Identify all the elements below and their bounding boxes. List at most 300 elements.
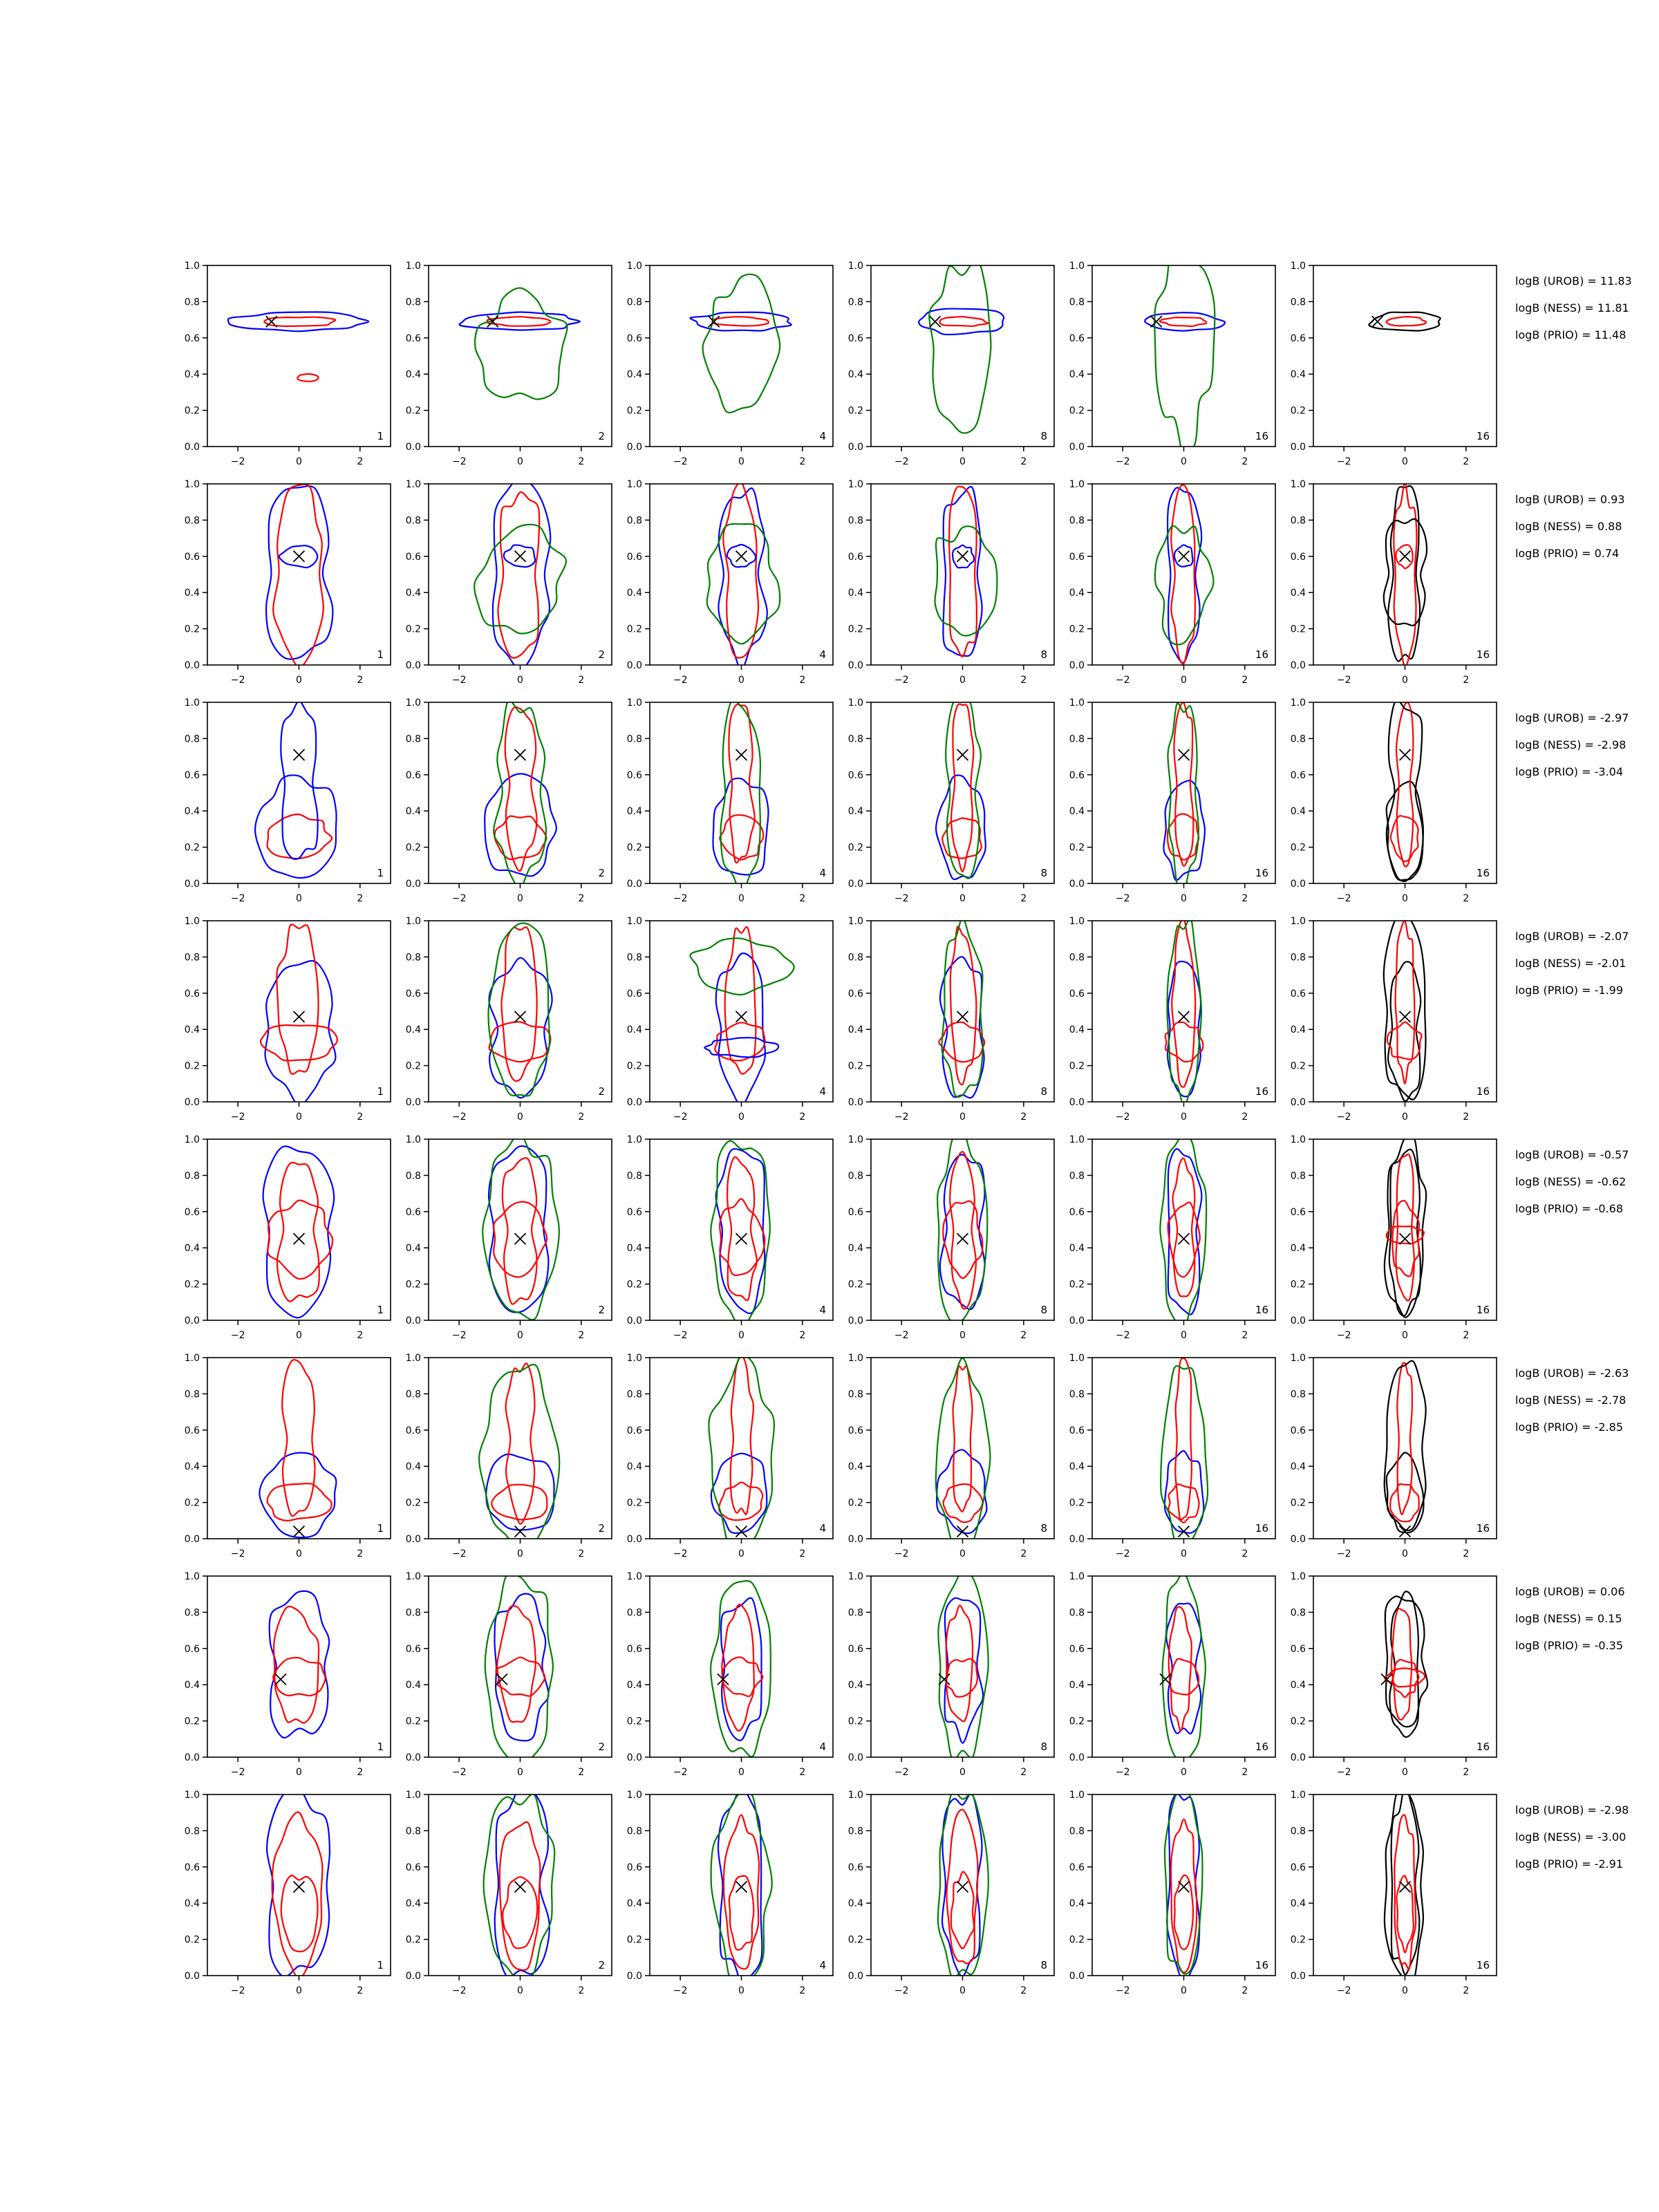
panel-label: 1 — [377, 1085, 384, 1098]
x-tick-label: 0 — [738, 893, 744, 904]
x-marker — [294, 749, 305, 760]
y-tick-label: 0.6 — [405, 988, 421, 1000]
axes-frame — [1313, 1139, 1497, 1320]
x-marker — [1400, 749, 1411, 760]
panel-label: 4 — [819, 430, 826, 442]
y-tick-label: 0.0 — [847, 1752, 863, 1763]
y-tick-label: 0.2 — [1290, 624, 1306, 635]
y-tick-label: 0.6 — [1069, 1643, 1085, 1655]
y-tick-label: 0.6 — [626, 1643, 642, 1655]
contour-red — [277, 1163, 319, 1302]
y-tick-label: 0.4 — [1290, 1461, 1306, 1473]
axes-frame — [1313, 484, 1497, 665]
y-tick-label: 1.0 — [184, 261, 200, 272]
panel-label: 16 — [1255, 430, 1268, 442]
panel-label: 2 — [598, 1959, 605, 1971]
y-tick-label: 0.2 — [184, 1716, 200, 1727]
x-tick-label: 2 — [357, 893, 364, 904]
x-tick-label: 0 — [959, 1548, 966, 1559]
x-tick-label: 2 — [357, 1112, 364, 1123]
x-tick-label: 0 — [517, 1330, 523, 1341]
y-tick-label: 0.4 — [626, 1243, 642, 1255]
contour-red — [729, 704, 754, 863]
axes-frame — [1313, 1794, 1497, 1976]
contour-red — [495, 816, 547, 860]
x-marker — [1400, 551, 1411, 562]
y-tick-label: 0.2 — [405, 1279, 421, 1291]
x-marker — [1179, 1233, 1190, 1244]
logb-annotation: logB (PRIO) = 11.48 — [1515, 328, 1627, 341]
y-tick-label: 0.4 — [1290, 1680, 1306, 1691]
panel — [185, 1134, 391, 1341]
y-tick-label: 0.8 — [184, 1170, 200, 1182]
x-tick-label: −2 — [1115, 1767, 1130, 1778]
y-tick-label: 0.6 — [847, 1862, 863, 1873]
x-tick-label: 0 — [1402, 1548, 1408, 1559]
y-tick-label: 0.8 — [405, 515, 421, 527]
y-tick-label: 1.0 — [1290, 697, 1306, 709]
axes-frame — [1313, 1358, 1497, 1539]
y-tick-label: 0.8 — [847, 1826, 863, 1837]
x-tick-label: 0 — [1402, 456, 1408, 467]
logb-annotation: logB (NESS) = -0.62 — [1515, 1175, 1627, 1188]
logb-annotation: logB (UROB) = 11.83 — [1515, 274, 1632, 288]
y-tick-label: 0.6 — [184, 988, 200, 1000]
contour-red — [496, 1658, 545, 1696]
y-tick-label: 0.0 — [847, 1971, 863, 1982]
figure-row — [185, 1571, 1625, 1778]
y-tick-label: 0.8 — [405, 1826, 421, 1837]
y-tick-label: 0.4 — [847, 1898, 863, 1910]
y-tick-label: 0.6 — [405, 1206, 421, 1218]
y-tick-label: 0.0 — [1290, 1534, 1306, 1545]
x-tick-label: −2 — [673, 1330, 688, 1341]
axes-frame — [207, 921, 391, 1102]
x-tick-label: 2 — [578, 456, 585, 467]
y-tick-label: 0.4 — [405, 1898, 421, 1910]
x-tick-label: 0 — [1402, 1985, 1408, 1996]
y-tick-label: 0.8 — [184, 1826, 200, 1837]
axes-frame — [429, 1576, 612, 1757]
y-tick-label: 0.4 — [1069, 369, 1085, 381]
y-tick-label: 0.6 — [405, 332, 421, 344]
contour-red — [497, 1606, 536, 1722]
panel — [1069, 1353, 1275, 1559]
panel-label: 4 — [819, 1959, 826, 1971]
contour-blue — [228, 312, 368, 331]
x-marker — [515, 1526, 526, 1537]
x-tick-label: 0 — [517, 1548, 523, 1559]
x-tick-label: −2 — [894, 1112, 909, 1123]
contour-green — [721, 700, 760, 893]
y-tick-label: 0.0 — [184, 1534, 200, 1545]
y-tick-label: 1.0 — [1069, 479, 1085, 490]
figure-row — [185, 478, 1625, 686]
contour-red — [1160, 317, 1206, 326]
y-tick-label: 0.0 — [405, 1971, 421, 1982]
x-tick-label: 2 — [1463, 675, 1470, 686]
axes-frame — [1092, 1139, 1275, 1320]
logb-annotation: logB (PRIO) = -0.68 — [1515, 1202, 1623, 1215]
y-tick-label: 0.2 — [847, 1279, 863, 1291]
y-tick-label: 0.2 — [184, 1497, 200, 1509]
contour-red — [943, 1484, 982, 1522]
panel-label: 8 — [1040, 1522, 1047, 1535]
x-marker — [515, 749, 526, 760]
y-tick-label: 1.0 — [1069, 1790, 1085, 1801]
y-tick-label: 0.0 — [1069, 879, 1085, 890]
x-marker — [1179, 1882, 1190, 1893]
y-tick-label: 0.0 — [626, 1315, 642, 1327]
y-tick-label: 0.8 — [1290, 1826, 1306, 1837]
y-tick-label: 0.8 — [1069, 952, 1085, 964]
y-tick-label: 0.0 — [1069, 1752, 1085, 1763]
y-tick-label: 0.4 — [1069, 1680, 1085, 1691]
panel-label: 4 — [819, 1085, 826, 1098]
x-marker — [1179, 551, 1190, 562]
contour-red — [720, 815, 763, 860]
contour-red — [722, 1657, 763, 1696]
y-tick-label: 0.8 — [1069, 1170, 1085, 1182]
y-tick-label: 1.0 — [1069, 916, 1085, 927]
x-tick-label: −2 — [894, 675, 909, 686]
axes-frame — [429, 921, 612, 1102]
x-tick-label: 0 — [959, 1985, 966, 1996]
x-tick-label: 2 — [799, 893, 806, 904]
x-tick-label: −2 — [1336, 1548, 1351, 1559]
x-tick-label: −2 — [673, 675, 688, 686]
figure-row — [185, 913, 1629, 1123]
panel-label: 2 — [598, 1304, 605, 1316]
y-tick-label: 1.0 — [626, 1571, 642, 1582]
y-tick-label: 0.4 — [405, 588, 421, 599]
y-tick-label: 0.0 — [405, 1534, 421, 1545]
y-tick-label: 0.6 — [184, 332, 200, 344]
contour-blue — [716, 953, 765, 1106]
contour-red — [1397, 1362, 1412, 1514]
y-tick-label: 0.2 — [1290, 1497, 1306, 1509]
y-tick-label: 0.0 — [626, 1097, 642, 1108]
x-tick-label: −2 — [230, 456, 245, 467]
panel-label: 8 — [1040, 1959, 1047, 1971]
panel-label: 16 — [1255, 1304, 1268, 1316]
axes-frame — [429, 265, 612, 447]
contour-red — [950, 926, 977, 1085]
y-tick-label: 0.0 — [847, 879, 863, 890]
panel-label: 8 — [1040, 1304, 1047, 1316]
axes-frame — [871, 702, 1054, 883]
x-tick-label: −2 — [451, 675, 467, 686]
x-marker — [930, 316, 941, 327]
contour-red — [724, 1815, 759, 1969]
contour-blue — [267, 1787, 330, 1977]
y-tick-label: 0.4 — [1290, 369, 1306, 381]
panel — [848, 1129, 1054, 1341]
y-tick-label: 0.2 — [847, 1060, 863, 1072]
panel — [406, 261, 612, 467]
x-tick-label: 0 — [517, 675, 523, 686]
panel-label: 8 — [1040, 1085, 1047, 1098]
x-marker — [1179, 1011, 1190, 1022]
x-marker — [294, 1526, 305, 1537]
panel — [1069, 1134, 1275, 1341]
contour-green — [703, 274, 780, 413]
y-tick-label: 0.8 — [405, 297, 421, 308]
contour-red — [727, 1157, 757, 1300]
contour-red — [1168, 814, 1199, 860]
y-tick-label: 0.0 — [184, 1315, 200, 1327]
contour-red — [1387, 317, 1427, 326]
panel — [185, 916, 391, 1123]
y-tick-label: 0.4 — [1069, 806, 1085, 818]
panel-label: 4 — [819, 648, 826, 661]
y-tick-label: 1.0 — [405, 1353, 421, 1364]
panel — [1069, 1788, 1275, 1996]
x-tick-label: −2 — [673, 1985, 688, 1996]
panel — [1069, 916, 1275, 1123]
y-tick-label: 0.0 — [1290, 1097, 1306, 1108]
panel-label: 2 — [598, 430, 605, 442]
x-marker — [294, 1233, 305, 1244]
y-tick-label: 0.6 — [1290, 1206, 1306, 1218]
x-marker — [294, 1011, 305, 1022]
x-tick-label: 2 — [1020, 675, 1027, 686]
x-tick-label: 0 — [959, 675, 966, 686]
y-tick-label: 0.6 — [1290, 551, 1306, 563]
x-tick-label: 2 — [1020, 1548, 1027, 1559]
x-tick-label: 0 — [1402, 675, 1408, 686]
y-tick-label: 1.0 — [1069, 1571, 1085, 1582]
x-tick-label: 2 — [1020, 1985, 1027, 1996]
panel — [627, 1788, 833, 1996]
y-tick-label: 0.6 — [184, 769, 200, 781]
y-tick-label: 0.6 — [626, 332, 642, 344]
y-tick-label: 0.8 — [405, 1170, 421, 1182]
contour-red — [731, 1356, 753, 1515]
x-tick-label: 0 — [1181, 1548, 1187, 1559]
y-tick-label: 0.6 — [184, 1643, 200, 1655]
y-tick-label: 0.4 — [405, 806, 421, 818]
contour-blue — [263, 1146, 335, 1318]
panel-label: 2 — [598, 648, 605, 661]
x-tick-label: 2 — [1241, 1767, 1248, 1778]
y-tick-label: 0.4 — [405, 1461, 421, 1473]
y-tick-label: 0.4 — [847, 588, 863, 599]
panel-label: 16 — [1255, 867, 1268, 879]
panel-label: 8 — [1040, 648, 1047, 661]
x-tick-label: 2 — [1020, 456, 1027, 467]
y-tick-label: 0.6 — [626, 1862, 642, 1873]
y-tick-label: 0.4 — [626, 1680, 642, 1691]
y-tick-label: 0.8 — [626, 515, 642, 527]
y-tick-label: 1.0 — [626, 916, 642, 927]
panel — [1291, 1571, 1497, 1778]
y-tick-label: 0.8 — [847, 952, 863, 964]
x-tick-label: −2 — [673, 1548, 688, 1559]
x-tick-label: −2 — [451, 1112, 467, 1123]
y-tick-label: 0.8 — [1290, 297, 1306, 308]
y-tick-label: 1.0 — [405, 1790, 421, 1801]
x-tick-label: −2 — [1115, 1112, 1130, 1123]
y-tick-label: 0.4 — [626, 1898, 642, 1910]
contour-green — [946, 697, 981, 878]
contour-green — [707, 524, 780, 644]
y-tick-label: 0.8 — [847, 1607, 863, 1619]
y-tick-label: 0.6 — [405, 1862, 421, 1873]
logb-annotation: logB (PRIO) = 0.74 — [1515, 547, 1620, 560]
y-tick-label: 1.0 — [847, 1571, 863, 1582]
y-tick-label: 1.0 — [405, 479, 421, 490]
y-tick-label: 0.8 — [626, 733, 642, 745]
x-tick-label: 0 — [738, 1767, 744, 1778]
x-tick-label: −2 — [451, 456, 467, 467]
x-tick-label: −2 — [230, 1767, 245, 1778]
y-tick-label: 0.4 — [1069, 1898, 1085, 1910]
panel — [627, 1571, 833, 1778]
logb-annotation: logB (PRIO) = -3.04 — [1515, 765, 1623, 778]
y-tick-label: 0.8 — [184, 952, 200, 964]
y-tick-label: 0.6 — [405, 551, 421, 563]
y-tick-label: 0.2 — [847, 624, 863, 635]
x-tick-label: 2 — [1020, 1330, 1027, 1341]
x-tick-label: 2 — [1463, 893, 1470, 904]
y-tick-label: 1.0 — [847, 1353, 863, 1364]
x-tick-label: −2 — [894, 1767, 909, 1778]
x-tick-label: 2 — [578, 1330, 585, 1341]
y-tick-label: 0.0 — [1069, 1534, 1085, 1545]
contour-green — [489, 924, 550, 1096]
contour-blue — [718, 488, 767, 670]
panel-label: 16 — [1476, 1959, 1490, 1971]
panel — [627, 916, 833, 1123]
y-tick-label: 0.2 — [184, 405, 200, 417]
contour-red — [725, 927, 756, 1074]
y-tick-label: 0.4 — [1290, 1898, 1306, 1910]
y-tick-label: 0.8 — [626, 1607, 642, 1619]
y-tick-label: 0.8 — [1290, 515, 1306, 527]
x-tick-label: 0 — [738, 456, 744, 467]
x-tick-label: 2 — [1241, 1330, 1248, 1341]
x-tick-label: 0 — [959, 1112, 966, 1123]
x-tick-label: −2 — [1336, 1767, 1351, 1778]
y-tick-label: 0.0 — [1290, 879, 1306, 890]
y-tick-label: 0.4 — [847, 1461, 863, 1473]
x-tick-label: 0 — [1181, 893, 1187, 904]
y-tick-label: 0.6 — [626, 769, 642, 781]
y-tick-label: 1.0 — [626, 1790, 642, 1801]
axes-frame — [1313, 921, 1497, 1102]
panel-label: 1 — [377, 430, 384, 442]
x-tick-label: 2 — [357, 1330, 364, 1341]
logb-annotation: logB (NESS) = -2.98 — [1515, 738, 1627, 751]
contour-blue — [721, 1598, 762, 1741]
x-tick-label: 0 — [517, 456, 523, 467]
x-tick-label: 0 — [1181, 456, 1187, 467]
x-tick-label: −2 — [1115, 893, 1130, 904]
y-tick-label: 0.6 — [1069, 1206, 1085, 1218]
contour-red — [939, 317, 988, 326]
y-tick-label: 0.6 — [847, 1643, 863, 1655]
y-tick-label: 1.0 — [1290, 479, 1306, 490]
panel — [627, 1134, 833, 1341]
contour-blue — [1168, 487, 1201, 662]
logb-annotation: logB (NESS) = 11.81 — [1515, 301, 1629, 315]
contour-red — [722, 1604, 753, 1731]
y-tick-label: 1.0 — [184, 479, 200, 490]
x-tick-label: 0 — [517, 1985, 523, 1996]
y-tick-label: 0.6 — [847, 1206, 863, 1218]
y-tick-label: 1.0 — [184, 1571, 200, 1582]
y-tick-label: 0.4 — [1069, 588, 1085, 599]
logb-annotation: logB (UROB) = -2.07 — [1515, 930, 1629, 943]
x-marker — [1179, 749, 1190, 760]
axes-frame — [650, 265, 833, 447]
figure-row — [185, 1785, 1629, 1996]
x-tick-label: 0 — [1402, 1112, 1408, 1123]
y-tick-label: 0.0 — [184, 879, 200, 890]
y-tick-label: 0.4 — [626, 806, 642, 818]
y-tick-label: 0.2 — [626, 1060, 642, 1072]
contour-red — [297, 374, 318, 382]
panel — [185, 697, 391, 904]
axes-frame — [871, 1139, 1054, 1320]
y-tick-label: 0.0 — [405, 1752, 421, 1763]
y-tick-label: 0.6 — [184, 1425, 200, 1436]
x-tick-label: −2 — [230, 1985, 245, 1996]
y-tick-label: 0.0 — [405, 442, 421, 453]
y-tick-label: 0.6 — [1069, 551, 1085, 563]
x-tick-label: −2 — [451, 1985, 467, 1996]
y-tick-label: 0.2 — [1069, 624, 1085, 635]
y-tick-label: 0.8 — [626, 297, 642, 308]
y-tick-label: 0.4 — [1069, 1243, 1085, 1255]
y-tick-label: 0.6 — [1069, 1425, 1085, 1436]
contour-red — [1174, 702, 1193, 865]
x-tick-label: −2 — [451, 1548, 467, 1559]
panel-label: 4 — [819, 1304, 826, 1316]
x-tick-label: 2 — [357, 675, 364, 686]
y-tick-label: 0.2 — [847, 1497, 863, 1509]
contour-green — [474, 525, 566, 634]
panel-label: 16 — [1476, 867, 1490, 879]
contour-red — [953, 1366, 973, 1512]
panel — [1291, 1134, 1497, 1341]
x-tick-label: 0 — [1402, 1330, 1408, 1341]
logb-annotation: logB (PRIO) = -1.99 — [1515, 984, 1623, 997]
y-tick-label: 0.6 — [1290, 332, 1306, 344]
y-tick-label: 1.0 — [405, 916, 421, 927]
x-tick-label: −2 — [894, 1330, 909, 1341]
x-marker — [736, 1233, 747, 1244]
y-tick-label: 0.6 — [184, 1862, 200, 1873]
x-tick-label: 2 — [357, 456, 364, 467]
y-tick-label: 0.0 — [1290, 1971, 1306, 1982]
x-marker — [957, 551, 968, 562]
y-tick-label: 0.0 — [405, 879, 421, 890]
x-tick-label: 0 — [1402, 893, 1408, 904]
y-tick-label: 0.0 — [184, 1971, 200, 1982]
logb-annotation: logB (UROB) = 0.06 — [1515, 1585, 1625, 1598]
logb-annotation: logB (NESS) = -2.01 — [1515, 957, 1627, 970]
panel-label: 4 — [819, 1522, 826, 1535]
logb-annotation: logB (PRIO) = -0.35 — [1515, 1639, 1623, 1652]
x-tick-label: −2 — [451, 1767, 467, 1778]
y-tick-label: 0.4 — [847, 1024, 863, 1036]
x-marker — [709, 316, 720, 327]
y-tick-label: 0.4 — [1290, 1024, 1306, 1036]
x-tick-label: 2 — [357, 1985, 364, 1996]
y-tick-label: 0.8 — [405, 1607, 421, 1619]
